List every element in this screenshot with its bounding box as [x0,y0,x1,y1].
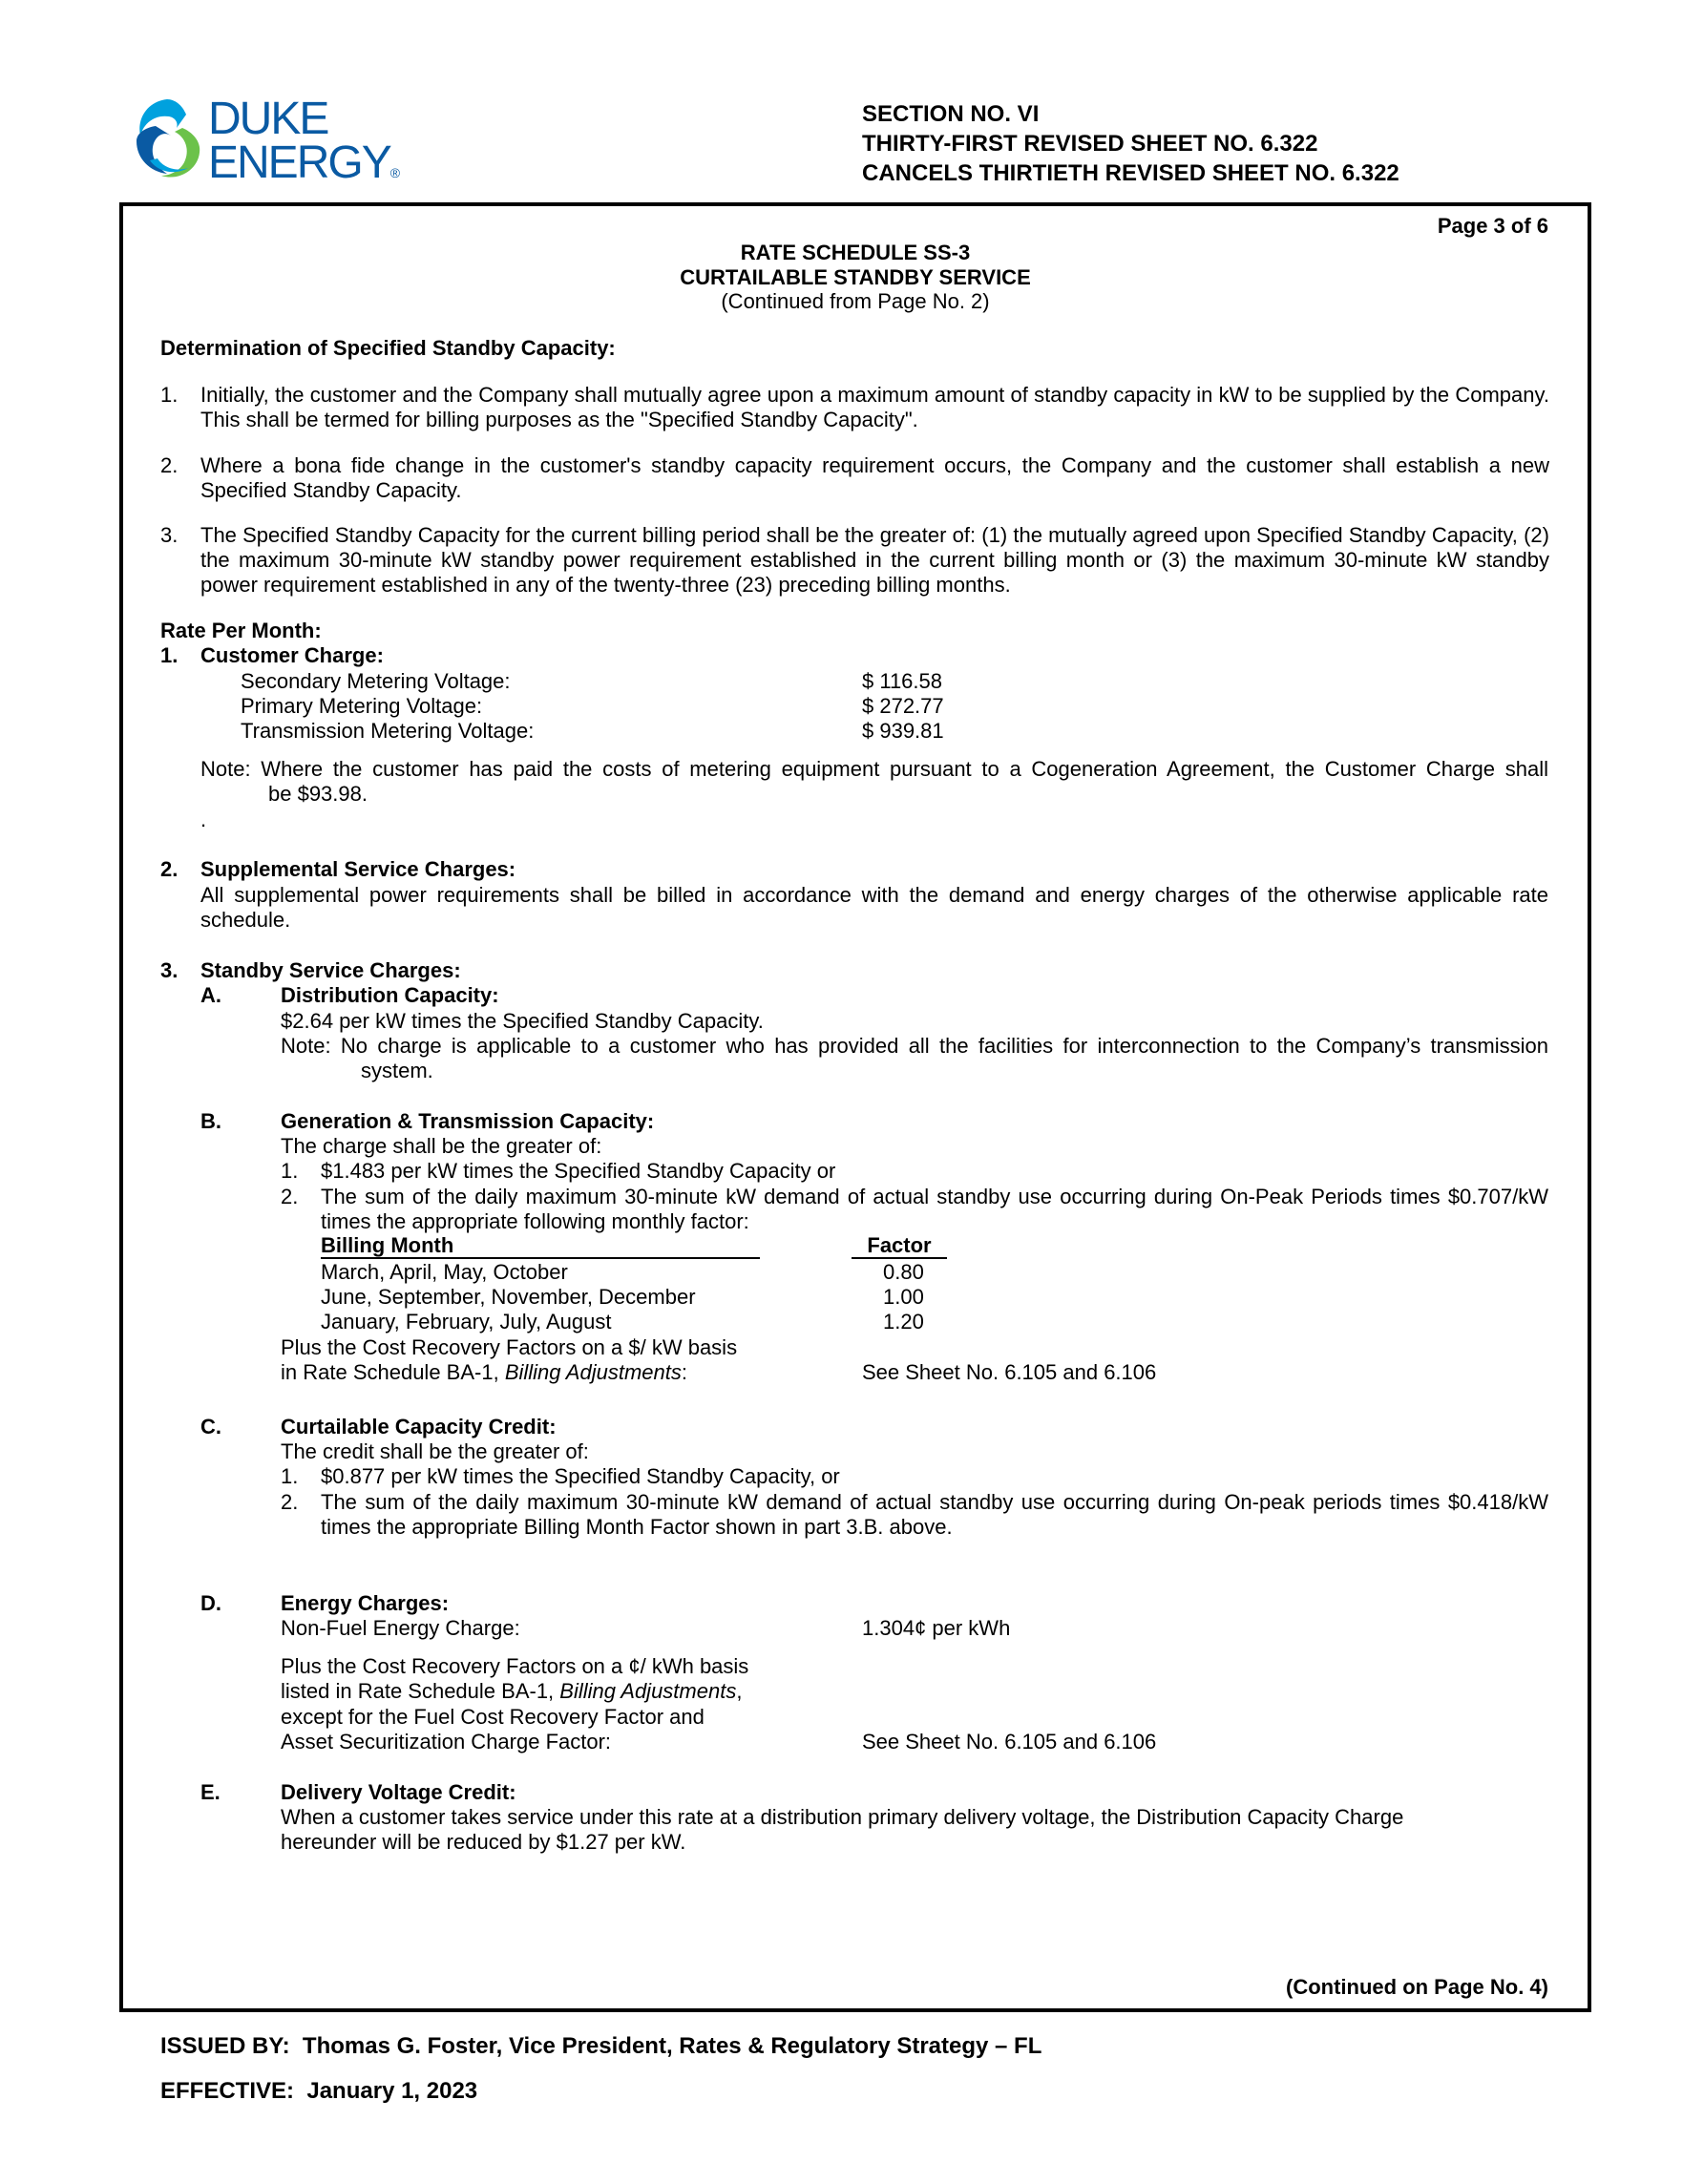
logo-line-duke: DUKE [208,94,328,144]
duke-energy-logo [129,94,415,189]
supplemental-text: All supplemental power requirements shall be billed in accordance with the demand and energy charges of the otherwise applicable rate schedule. [200,883,1548,932]
secondary-metering-label: Secondary Metering Voltage: [241,669,511,693]
energy-plus-value: See Sheet No. 6.105 and 6.106 [862,1730,1157,1754]
factor-row-1: 0.80 [883,1260,924,1284]
stray-dot: . [200,808,207,831]
plus-text: listed in Rate Schedule BA-1, [281,1679,560,1703]
cancels-sheet: CANCELS THIRTIETH REVISED SHEET NO. 6.322 [862,160,1399,186]
title-line-2: CURTAILABLE STANDBY SERVICE [680,265,1031,289]
title-continued: (Continued from Page No. 2) [721,289,990,313]
item-text: The Specified Standby Capacity for the current billing period shall be the greater of: (1) the mutually agreed upon Specified Standby Capacity, (2) the maximum 30-minute kW standby power requirement established in the current billing month or (3) the maximum 30-minute kW standby power requirement established in any of the twenty-three (23) preceding billing months. [200,523,1549,597]
primary-metering-label: Primary Metering Voltage: [241,694,483,718]
section-d-letter: D. [200,1591,221,1615]
distribution-capacity-heading: Distribution Capacity: [281,983,499,1007]
customer-charge-note: Note: Where the customer has paid the costs of metering equipment pursuant to a Cogeneration Agreement, the Customer Charge shall [200,757,1548,781]
distribution-capacity-note-cont: system. [361,1059,433,1082]
primary-metering-value: $ 272.77 [862,694,944,718]
effective-date [160,2079,477,2104]
factor-row-3: 1.20 [883,1310,924,1334]
item-text: Where a bona fide change in the customer's standby capacity requirement occurs, the Company and the customer shall establish a new Specified Standby Capacity. [200,453,1549,502]
determination-item-2 [160,453,1549,503]
rate-heading: Rate Per Month: [160,619,322,642]
item-number: 1. [160,383,179,407]
gen-trans-item1-text: $1.483 per kW times the Specified Standby Capacity or [321,1159,836,1183]
gen-trans-plus-line2 [281,1360,687,1385]
distribution-capacity-text: $2.64 per kW times the Specified Standby Capacity. [281,1009,764,1033]
revised-sheet: THIRTY-FIRST REVISED SHEET NO. 6.322 [862,131,1318,157]
energy-plus-line3: except for the Fuel Cost Recovery Factor and [281,1705,705,1729]
energy-plus-line4: Asset Securitization Charge Factor: [281,1730,612,1754]
registered-mark: ® [389,165,401,180]
item-text: Initially, the customer and the Company shall mutually agree upon a maximum amount of standby capacity in kW to be supplied by the Company. This shall be termed for billing purposes as the "Specified Standby Capacity". [200,383,1549,431]
customer-charge-note-cont: be $93.98. [268,782,368,806]
section-e-letter: E. [200,1780,221,1804]
curtailable-item1-text: $0.877 per kW times the Specified Standby Capacity, or [321,1464,840,1488]
energy-plus-line1: Plus the Cost Recovery Factors on a ¢/ kWh basis [281,1654,749,1678]
customer-charge-heading: Customer Charge: [200,643,384,667]
section-number: SECTION NO. VI [862,101,1040,127]
customer-charge-number: 1. [160,643,179,667]
issued-by [160,2034,1041,2059]
distribution-capacity-note: Note: No charge is applicable to a customer who has provided all the facilities for interconnection to the Company’s transmission [281,1034,1548,1058]
supplemental-heading: Supplemental Service Charges: [200,857,516,881]
logo-wordmark [208,94,401,195]
logo-line-energy [208,137,401,195]
issued-by-label: ISSUED BY: [160,2033,290,2059]
continued-on-page: (Continued on Page No. 4) [1286,1975,1548,1999]
plus-text-end: , [736,1679,743,1703]
energy-charges-heading: Energy Charges: [281,1591,450,1615]
secondary-metering-value: $ 116.58 [862,669,943,693]
billing-adjustments-italic: Billing Adjustments [504,1360,682,1384]
billing-month-row-3: January, February, July, August [321,1310,612,1334]
sheet-header [862,99,1399,188]
logo-energy-text: ENERGY [208,137,390,188]
effective-label: EFFECTIVE: [160,2078,295,2104]
item-number: 2. [160,453,179,477]
delivery-voltage-text-1: When a customer takes service under this rate at a distribution primary delivery voltage, the Distribution Capacity Charge [281,1805,1404,1829]
billing-month-row-2: June, September, November, December [321,1285,696,1309]
billing-month-row-1: March, April, May, October [321,1260,568,1284]
factor-row-2: 1.00 [883,1285,924,1309]
section-a-letter: A. [200,983,221,1007]
transmission-metering-value: $ 939.81 [862,719,944,743]
effective-value: January 1, 2023 [306,2078,478,2104]
factor-header: Factor [852,1234,947,1259]
delivery-voltage-heading: Delivery Voltage Credit: [281,1780,516,1804]
transmission-metering-label: Transmission Metering Voltage: [241,719,535,743]
gen-trans-capacity-heading: Generation & Transmission Capacity: [281,1109,655,1133]
non-fuel-value: 1.304¢ per kWh [862,1616,1011,1640]
gen-trans-item1-number: 1. [281,1159,299,1183]
energy-plus-line2 [281,1679,742,1704]
gen-trans-plus-value: See Sheet No. 6.105 and 6.106 [862,1360,1157,1384]
page-number: Page 3 of 6 [1437,214,1548,238]
gen-trans-item2-text: The sum of the daily maximum 30-minute kW demand of actual standby use occurring during On-Peak Periods times $0.707/kW times the appropriate following monthly factor: [321,1185,1548,1233]
delivery-voltage-text-2: hereunder will be reduced by $1.27 per kW. [281,1830,686,1854]
logo-swirl-icon [129,94,205,189]
section-b-letter: B. [200,1109,221,1133]
plus-text: in Rate Schedule BA-1, [281,1360,505,1384]
billing-adjustments-italic: Billing Adjustments [559,1679,737,1703]
gen-trans-plus-line1: Plus the Cost Recovery Factors on a $/ kW basis [281,1335,738,1359]
billing-month-header: Billing Month [321,1234,760,1259]
issued-by-value: Thomas G. Foster, Vice President, Rates & Regulatory Strategy – FL [302,2033,1042,2059]
curtailable-item2-text: The sum of the daily maximum 30-minute kW demand of actual standby use occurring during On-peak periods times $0.418/kW times the appropriate Billing Month Factor shown in part 3.B. above. [321,1490,1548,1539]
determination-heading: Determination of Specified Standby Capacity: [160,336,616,360]
standby-heading: Standby Service Charges: [200,958,461,982]
curtailable-credit-intro: The credit shall be the greater of: [281,1439,589,1463]
curtailable-credit-heading: Curtailable Capacity Credit: [281,1415,557,1438]
determination-item-1 [160,383,1549,432]
title-line-1: RATE SCHEDULE SS-3 [740,241,971,264]
determination-item-3 [160,523,1549,598]
curtailable-item1-number: 1. [281,1464,299,1488]
supplemental-number: 2. [160,857,179,881]
gen-trans-item2-number: 2. [281,1185,299,1208]
standby-number: 3. [160,958,179,982]
item-number: 3. [160,523,179,547]
plus-text-end: : [681,1360,687,1384]
non-fuel-label: Non-Fuel Energy Charge: [281,1616,520,1640]
gen-trans-intro: The charge shall be the greater of: [281,1134,602,1158]
curtailable-item2-number: 2. [281,1490,299,1514]
section-c-letter: C. [200,1415,221,1438]
